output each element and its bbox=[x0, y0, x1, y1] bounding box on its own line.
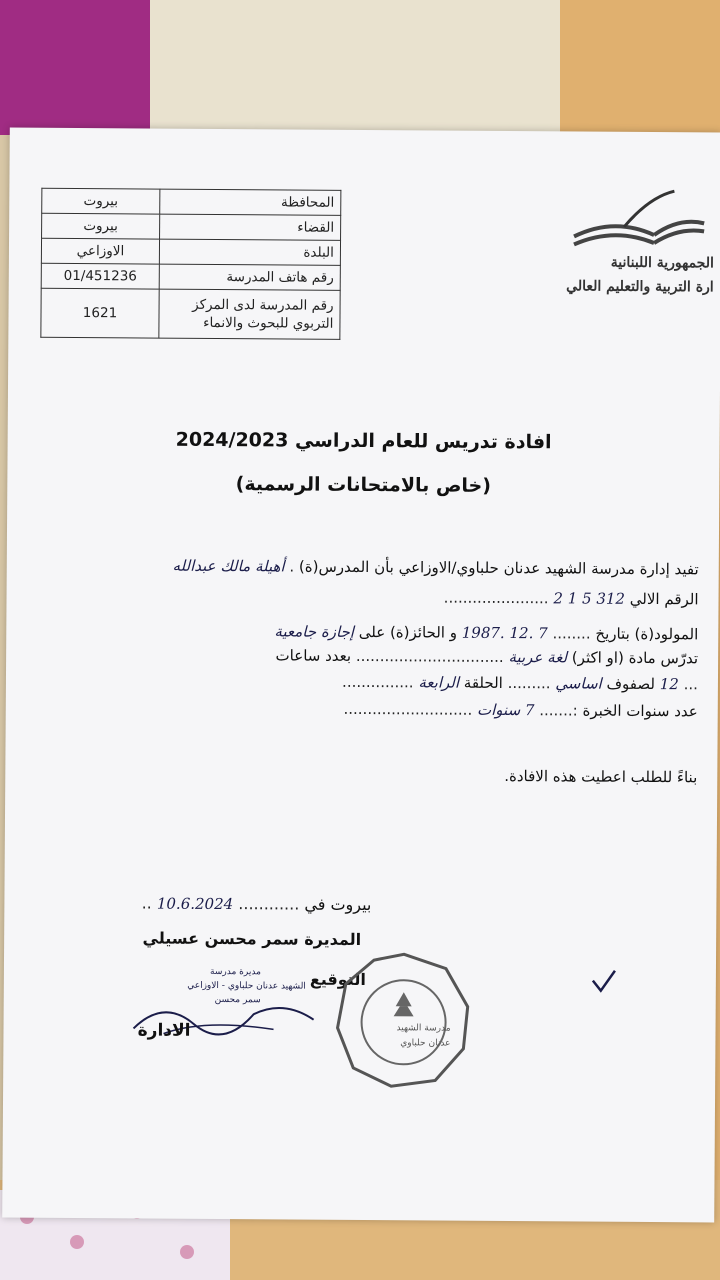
body-line-number bbox=[444, 589, 699, 609]
body-line-experience bbox=[343, 700, 697, 720]
closing-line: بناءً للطلب اعطيت هذه الافادة. bbox=[504, 766, 698, 787]
table-row bbox=[42, 188, 341, 215]
dotted-leader: ........ bbox=[552, 624, 591, 643]
handwritten-number: 312 5 1 2 bbox=[553, 589, 626, 608]
logo-ministry-name: ارة التربية والتعليم العالي bbox=[566, 278, 714, 296]
stamp-center-line-1: مدرسة الشهيد bbox=[396, 1023, 451, 1034]
table-cell-label: البلدة bbox=[159, 239, 340, 265]
dotted-leader: .. bbox=[141, 893, 152, 913]
body-line-teacher bbox=[172, 557, 698, 579]
dotted-leader: ......... bbox=[507, 674, 551, 693]
table-cell-value: 01/451236 bbox=[41, 263, 159, 289]
handwritten-experience: 7 سنوات bbox=[476, 700, 535, 720]
table-cell-value: الاوزاعي bbox=[41, 238, 159, 264]
dotted-leader: ............ bbox=[238, 894, 300, 914]
table-cell-label: رقم هاتف المدرسة bbox=[159, 264, 340, 290]
printed-text: بيروت في bbox=[304, 894, 372, 915]
dotted-leader: ............... bbox=[342, 672, 414, 692]
handwritten-teacher-name: أهيلة مالك عبدالله bbox=[172, 556, 285, 576]
administration-label: الادارة bbox=[137, 1020, 191, 1041]
printed-text: تفيد إدارة مدرسة الشهيد عدنان حلباوي/الاوزاعي بأن المدرس(ة) bbox=[298, 557, 699, 579]
table-cell-label: رقم المدرسة لدى المركز التربوي للبحوث والانماء bbox=[159, 289, 340, 339]
dotted-leader: ...................... bbox=[443, 588, 549, 608]
table-cell-label: القضاء bbox=[160, 214, 341, 240]
handwritten-date: 10.6.2024 bbox=[156, 894, 234, 914]
open-book-icon bbox=[554, 186, 714, 257]
place-date-line bbox=[142, 893, 372, 914]
signature-label: التوقيع bbox=[309, 969, 366, 990]
document-subtitle: (خاص بالامتحانات الرسمية) bbox=[235, 473, 492, 497]
body-line-subject bbox=[276, 646, 699, 667]
printed-text: تدرّس مادة (او اكثر) bbox=[571, 648, 699, 668]
handwritten-degree: إجازة جامعية bbox=[274, 622, 355, 641]
signature-note-1: مديرة مدرسة bbox=[210, 966, 261, 978]
flower-pattern bbox=[70, 1235, 84, 1249]
body-line-classes bbox=[342, 673, 698, 693]
handwritten-cycle: الرابعة bbox=[418, 673, 460, 692]
table-cell-value: بيروت bbox=[42, 188, 160, 214]
flower-pattern bbox=[180, 1245, 194, 1259]
document-title: افادة تدريس للعام الدراسي 2024/2023 bbox=[175, 428, 552, 454]
handwritten-birthdate: 7 .12 .1987 bbox=[461, 623, 548, 643]
document-page bbox=[2, 128, 720, 1223]
table-row bbox=[42, 213, 341, 240]
table-row bbox=[41, 263, 340, 290]
printed-text: المولود(ة) بتاريخ bbox=[595, 624, 699, 644]
printed-text: الحلقة bbox=[463, 673, 503, 692]
official-stamp bbox=[333, 950, 474, 1091]
signature-note-2: الشهيد عدنان حلباوي - الاوزاعي bbox=[187, 980, 306, 992]
printed-text: و الحائز(ة) على bbox=[358, 622, 458, 642]
body-line-birth bbox=[274, 622, 698, 643]
school-info-table bbox=[40, 188, 341, 340]
table-row bbox=[41, 288, 340, 339]
table-cell-value: 1621 bbox=[41, 288, 159, 338]
dotted-leader: . bbox=[284, 557, 295, 576]
dotted-leader: :....... bbox=[539, 701, 578, 720]
printed-text: عدد سنوات الخبرة bbox=[582, 701, 698, 721]
handwritten-classes: اساسي bbox=[555, 674, 602, 693]
ministry-logo bbox=[554, 186, 715, 317]
handwritten-hours: 12 bbox=[659, 675, 679, 694]
printed-text: الرقم الالي bbox=[629, 589, 699, 609]
logo-country-name: الجمهورية اللبنانية bbox=[610, 254, 714, 272]
dotted-leader: ... bbox=[683, 675, 699, 694]
printed-text: بعدد ساعات bbox=[275, 646, 352, 665]
handwritten-subject: لغة عربية bbox=[508, 648, 568, 667]
printed-text: لصفوف bbox=[606, 674, 656, 694]
table-row bbox=[41, 238, 340, 265]
dotted-leader: ............................... bbox=[355, 646, 504, 666]
table-cell-label: المحافظة bbox=[160, 189, 341, 215]
table-cell-value: بيروت bbox=[42, 213, 160, 239]
director-name: المديرة سمر محسن عسيلي bbox=[142, 928, 362, 950]
check-mark-icon bbox=[589, 967, 619, 997]
signature-note-3: سمر محسن bbox=[214, 994, 261, 1006]
stamp-center-line-2: عدنان حلباوي bbox=[400, 1038, 451, 1049]
dotted-leader: ........................... bbox=[343, 699, 473, 719]
